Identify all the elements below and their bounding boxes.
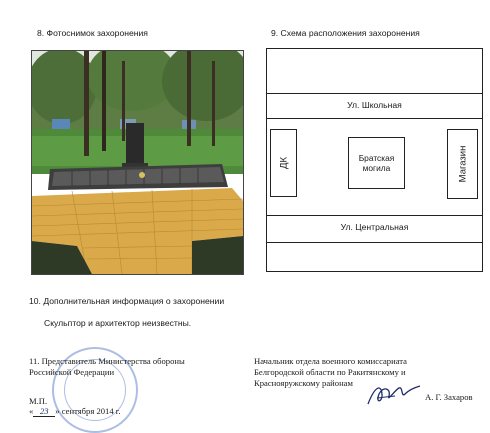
date-day: 23 (33, 406, 55, 417)
info-text: Скульптор и архитектор неизвестны. (44, 318, 192, 328)
info-section-title: 10. Дополнительная информация о захоронении (29, 296, 225, 306)
street-top-label: Ул. Школьная (347, 100, 402, 110)
burial-photo (31, 50, 244, 275)
date-quote: « (29, 406, 34, 416)
street-bottom-label: Ул. Центральная (340, 222, 409, 232)
mass-grave (348, 137, 405, 189)
chief-line3: Краснояружскому районам (254, 378, 353, 388)
street-bottom (267, 215, 482, 243)
mass-grave-label-line2: могила (362, 163, 391, 173)
mass-grave-label (349, 153, 404, 173)
rep-line1: 11. Представитель Министерства обороны (29, 356, 185, 366)
location-scheme (266, 48, 483, 272)
building-shop-label: Магазин (457, 145, 468, 183)
date-month-year: » сентября 2014 г. (55, 406, 121, 416)
handwritten-signature (365, 382, 423, 408)
rep-line2: Российской Федерации (29, 367, 115, 377)
photo-section-title: 8. Фотоснимок захоронения (37, 28, 148, 38)
sign-date (29, 406, 120, 417)
stamp-place: М.П. (29, 396, 48, 406)
scheme-section-title: 9. Схема расположения захоронения (271, 28, 420, 38)
street-top (267, 93, 482, 119)
chief-line1: Начальник отдела военного комиссариата (254, 356, 407, 366)
signer-name: А. Г. Захаров (425, 392, 473, 402)
building-dk (270, 129, 297, 197)
chief-line2: Белгородской области по Ракитянскому и (254, 367, 406, 377)
mass-grave-label-line1: Братская (358, 153, 395, 163)
building-shop (447, 129, 478, 199)
building-dk-label: ДК (278, 157, 289, 169)
